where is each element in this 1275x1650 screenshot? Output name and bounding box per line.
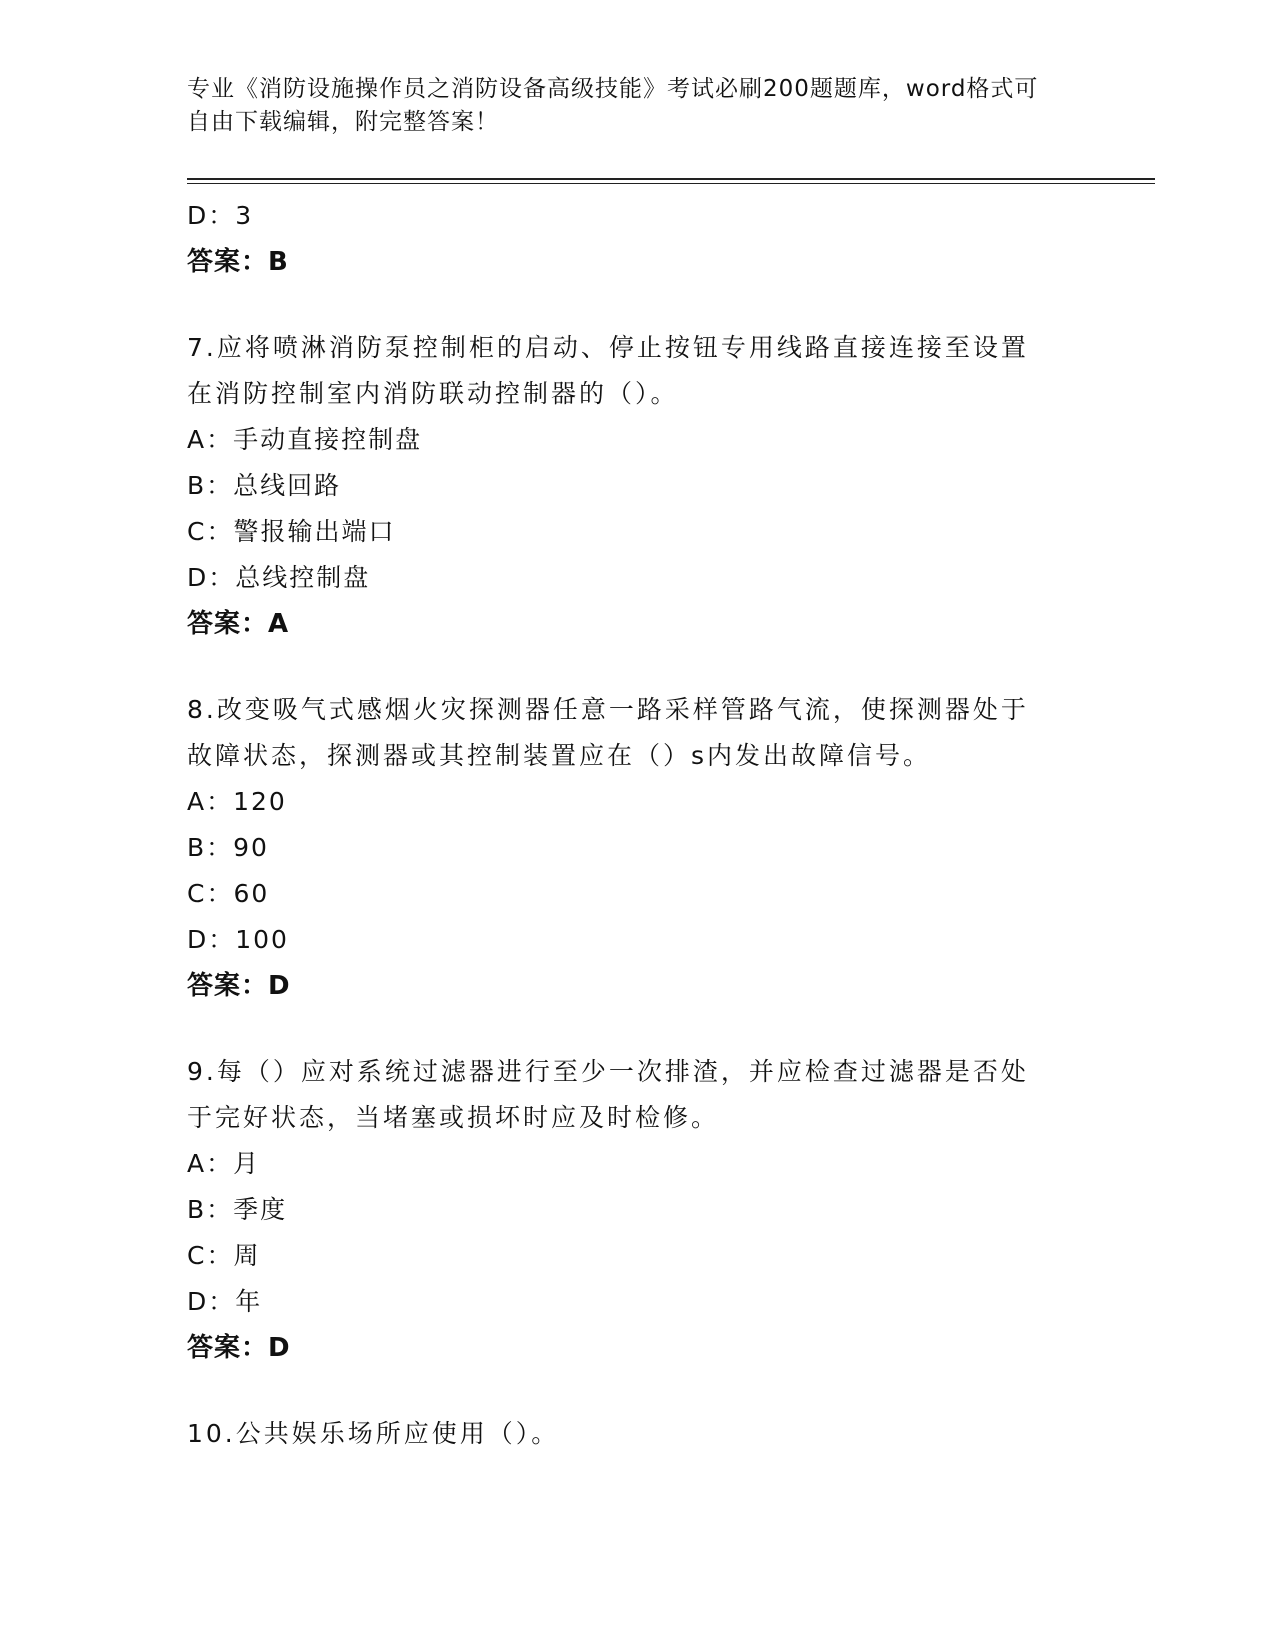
option-b: B：季度: [187, 1195, 288, 1224]
option-d: D：总线控制盘: [187, 563, 371, 592]
option-d: D：3: [187, 201, 254, 230]
header-line-1: 专业《消防设施操作员之消防设备高级技能》考试必刷200题题库，word格式可: [187, 76, 1039, 102]
question-stem-continued: 故障状态，探测器或其控制装置应在（）s内发出故障信号。: [187, 741, 932, 770]
question-stem: 7.应将喷淋消防泵控制柜的启动、停止按钮专用线路直接连接至设置: [187, 333, 1029, 362]
question-9: [187, 1049, 1067, 1371]
question-7: [187, 325, 1067, 647]
header-rule-thin: [187, 183, 1155, 184]
answer: 答案：D: [187, 971, 291, 1001]
option-a: A：月: [187, 1149, 261, 1178]
question-8: [187, 687, 1067, 1009]
question-stem: 8.改变吸气式感烟火灾探测器任意一路采样管路气流，使探测器处于: [187, 695, 1029, 724]
header-rule-thick: [187, 178, 1155, 180]
header-line-2: 自由下载编辑，附完整答案！: [187, 109, 499, 135]
option-c: C：周: [187, 1241, 261, 1270]
question-stem-continued: 在消防控制室内消防联动控制器的（）。: [187, 379, 679, 408]
answer: 答案：D: [187, 1333, 291, 1363]
option-d: D：100: [187, 925, 289, 954]
option-b: B：总线回路: [187, 471, 342, 500]
option-d: D：年: [187, 1287, 263, 1316]
question-stem: 9.每（）应对系统过滤器进行至少一次排渣，并应检查过滤器是否处: [187, 1057, 1029, 1086]
question-stem: 10.公共娱乐场所应使用（）。: [187, 1419, 560, 1448]
option-a: A：120: [187, 787, 287, 816]
document-header: [187, 73, 1067, 139]
answer: 答案：A: [187, 609, 290, 639]
question-list: [187, 193, 1067, 1457]
option-c: C：60: [187, 879, 270, 908]
option-c: C：警报输出端口: [187, 517, 396, 546]
question-10: [187, 1411, 1067, 1457]
option-a: A：手动直接控制盘: [187, 425, 423, 454]
previous-question-tail: [187, 193, 1067, 285]
answer: 答案：B: [187, 247, 289, 277]
question-stem-continued: 于完好状态，当堵塞或损坏时应及时检修。: [187, 1103, 720, 1132]
option-b: B：90: [187, 833, 269, 862]
